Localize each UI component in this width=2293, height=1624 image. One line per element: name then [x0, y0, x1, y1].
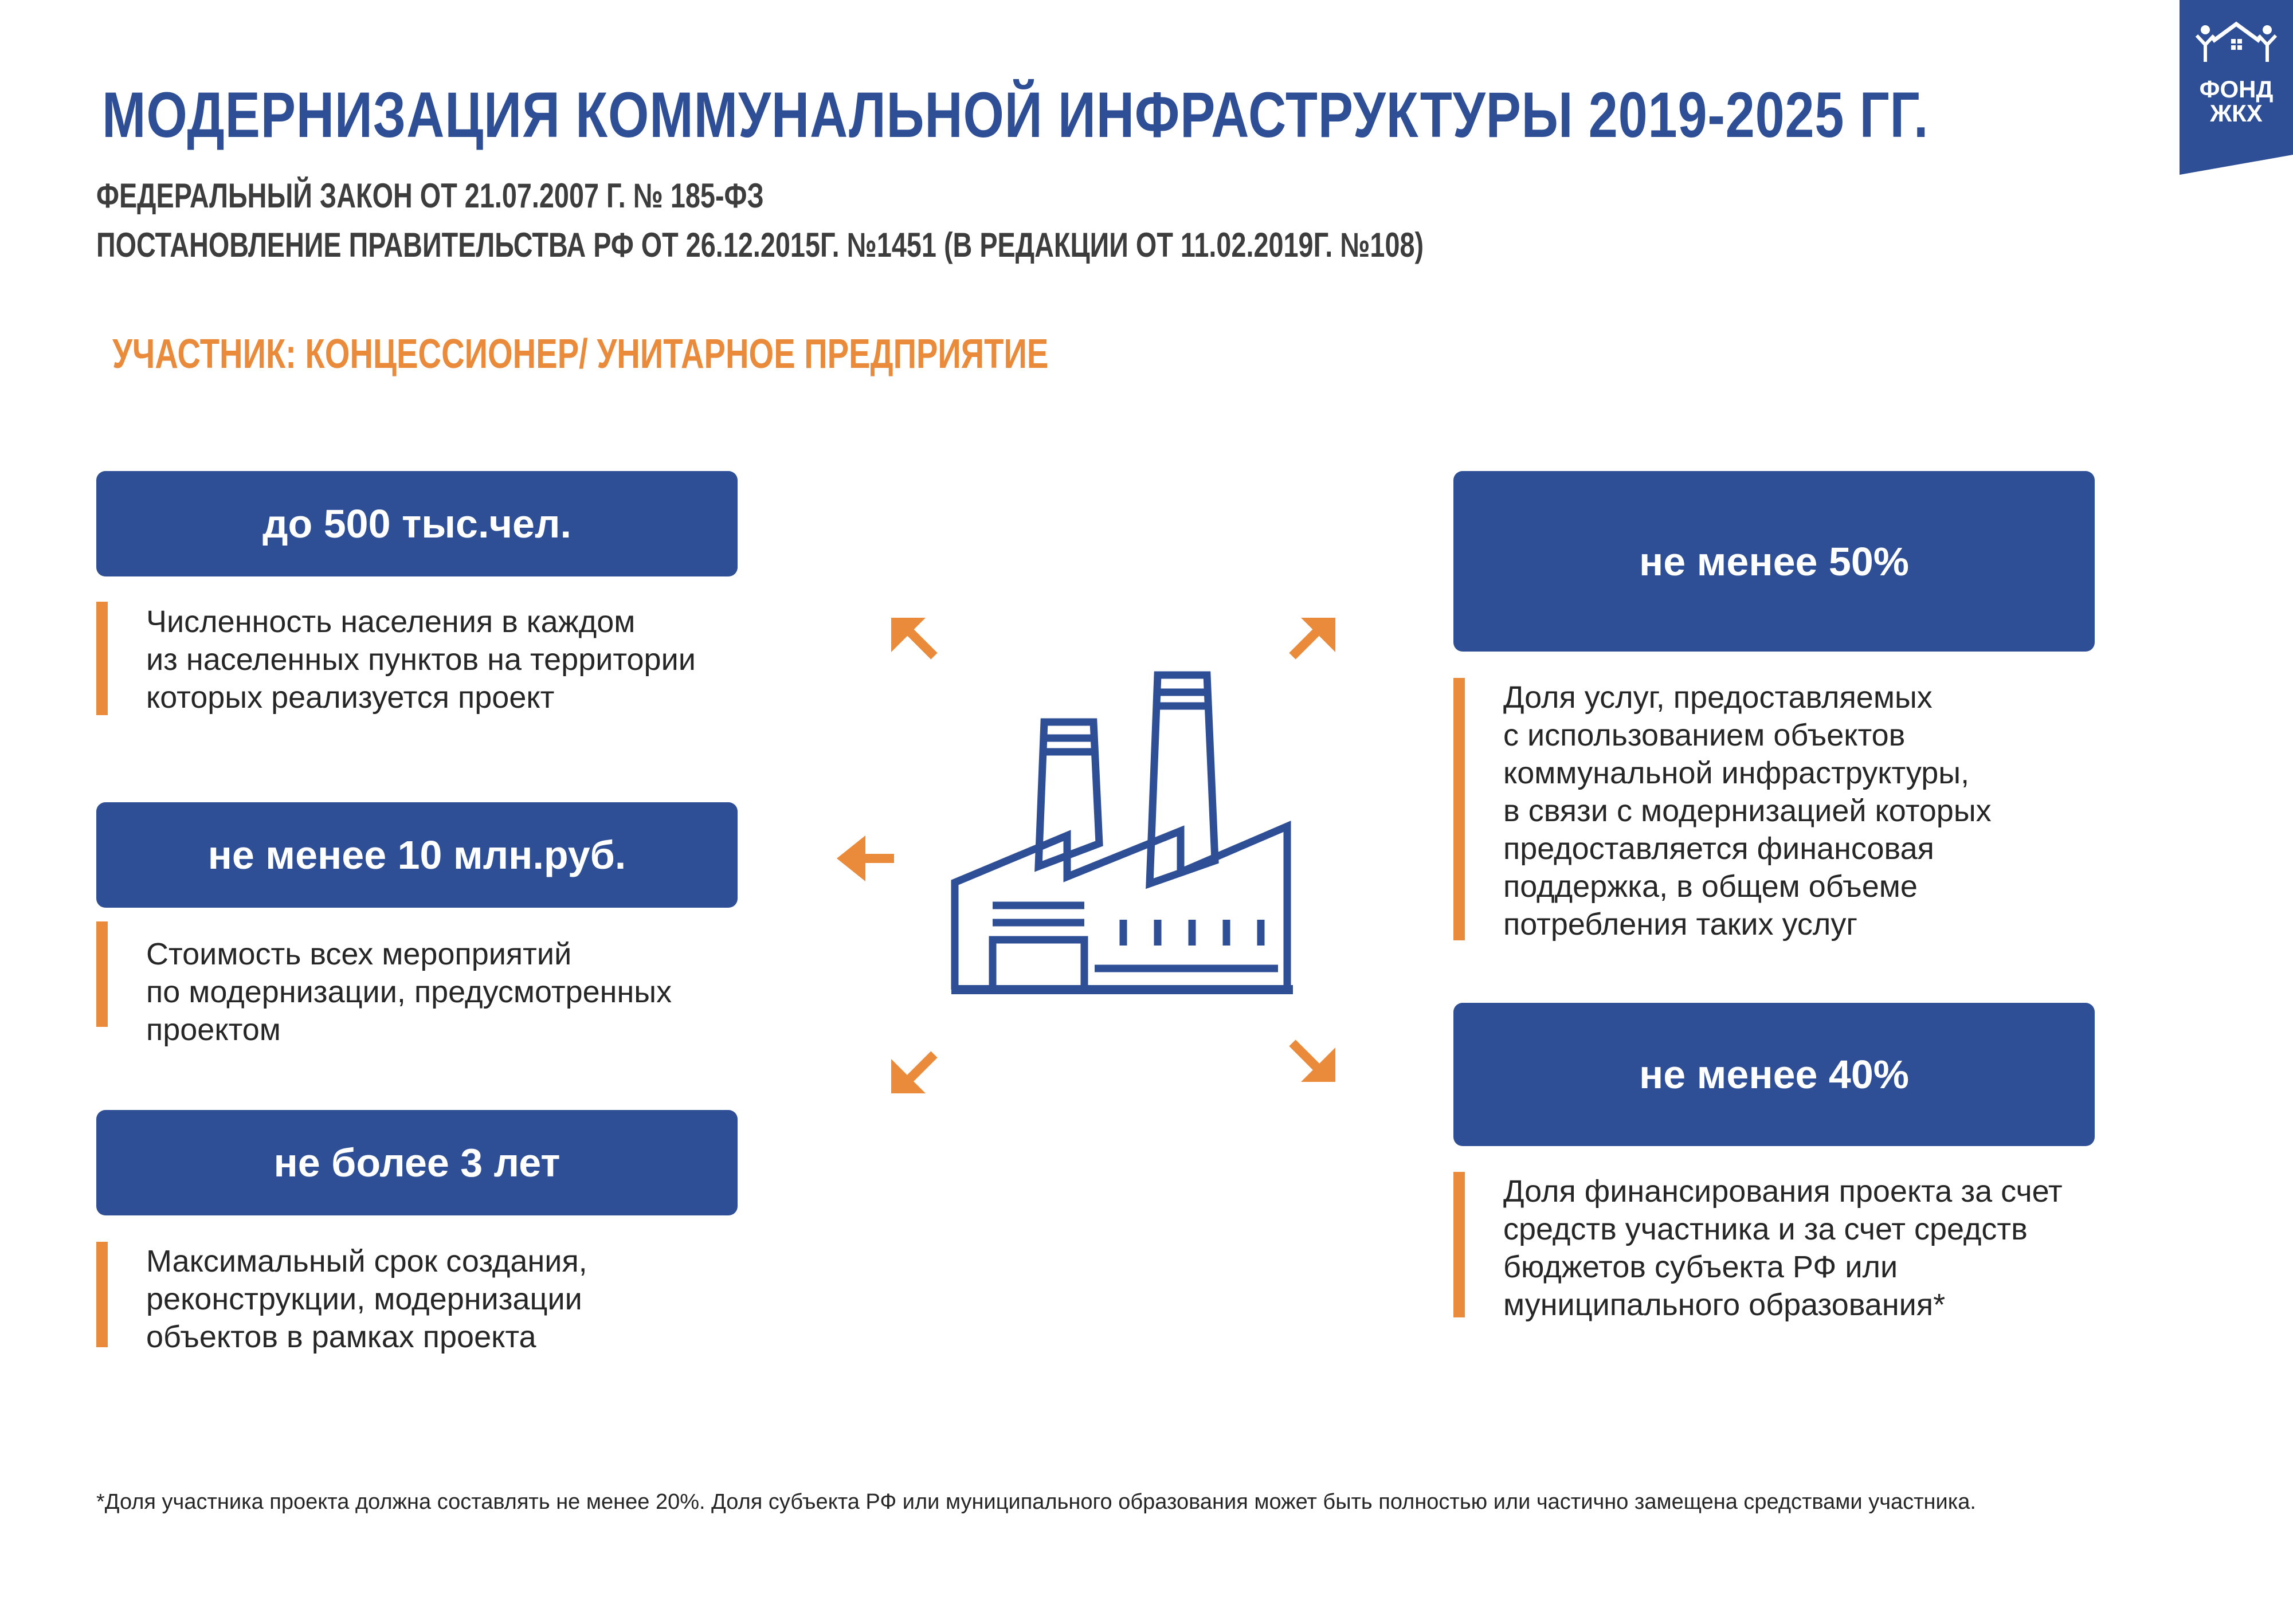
- arrow-down-right-icon: [1292, 1043, 1335, 1082]
- description-line: которых реализуется проект: [146, 680, 555, 715]
- fond-zhkh-logo: [2180, 0, 2293, 175]
- card-cost-label: не менее 10 млн.руб.: [207, 833, 626, 877]
- arrow-up-left-icon: [891, 618, 934, 656]
- card-financing-share: [1453, 1003, 2095, 1146]
- description-line: предоставляется финансовая: [1503, 831, 1934, 866]
- accent-bar: [1453, 1172, 1465, 1317]
- participant-heading: УЧАСТНИК: КОНЦЕССИОНЕР/ УНИТАРНОЕ ПРЕДПРИЯТИЕ: [112, 331, 1049, 377]
- accent-bar: [96, 921, 108, 1027]
- accent-bar: [96, 602, 108, 715]
- description-line: Доля услуг, предоставляемых: [1503, 680, 1933, 715]
- card-financing-share-description: [1503, 1172, 2063, 1324]
- card-population-description: [146, 603, 696, 716]
- description-line: Численность населения в каждом: [146, 605, 636, 639]
- card-cost: [96, 802, 738, 908]
- description-line: бюджетов субъекта РФ или: [1503, 1250, 1898, 1284]
- description-line: по модернизации, предусмотренных: [146, 975, 672, 1009]
- logo-text-line2: ЖКХ: [2210, 100, 2263, 127]
- accent-bar: [96, 1242, 108, 1347]
- card-duration-label: не более 3 лет: [273, 1140, 560, 1185]
- card-duration-description: [146, 1242, 587, 1356]
- description-line: потребления таких услуг: [1503, 907, 1858, 942]
- description-line: реконструкции, модернизации: [146, 1282, 582, 1316]
- logo-badge-icon: [2180, 0, 2293, 175]
- accent-bar: [1453, 678, 1465, 940]
- card-services-share-description: [1503, 678, 1992, 943]
- description-line: Максимальный срок создания,: [146, 1244, 587, 1278]
- card-services-share: [1453, 471, 2095, 652]
- card-cost-description: [146, 935, 672, 1049]
- factory-diagram: [825, 602, 1353, 1106]
- logo-text-line1: ФОНД: [2199, 76, 2274, 103]
- page-title: МОДЕРНИЗАЦИЯ КОММУНАЛЬНОЙ ИНФРАСТРУКТУРЫ 2019-2025 ГГ.: [102, 79, 1929, 151]
- description-line: объектов в рамках проекта: [146, 1320, 536, 1354]
- description-line: из населенных пунктов на территории: [146, 642, 696, 677]
- arrow-down-left-icon: [891, 1054, 934, 1093]
- description-line: поддержка, в общем объеме: [1503, 869, 1918, 904]
- card-population: [96, 471, 738, 576]
- description-line: муниципального образования*: [1503, 1288, 1946, 1322]
- description-line: коммунальной инфраструктуры,: [1503, 756, 1970, 790]
- factory-icon: [951, 675, 1293, 990]
- description-line: в связи с модернизацией которых: [1503, 794, 1992, 828]
- description-line: проектом: [146, 1013, 281, 1047]
- description-line: с использованием объектов: [1503, 718, 1906, 752]
- arrow-left-icon: [837, 835, 894, 881]
- description-line: средств участника и за счет средств: [1503, 1212, 2028, 1246]
- law-line-1: ФЕДЕРАЛЬНЫЙ ЗАКОН ОТ 21.07.2007 Г. № 185-ФЗ: [96, 176, 764, 215]
- footnote: *Доля участника проекта должна составлять не менее 20%. Доля субъекта РФ или муниципального образования может быть полностью или частично замещена средствами участника.: [96, 1490, 1976, 1514]
- card-services-share-label: не менее 50%: [1639, 539, 1910, 584]
- card-financing-share-label: не менее 40%: [1639, 1052, 1910, 1097]
- law-line-2: ПОСТАНОВЛЕНИЕ ПРАВИТЕЛЬСТВА РФ ОТ 26.12.2015Г. №1451 (В РЕДАКЦИИ ОТ 11.02.2019Г. №108): [96, 226, 1424, 264]
- description-line: Стоимость всех мероприятий: [146, 937, 572, 971]
- arrow-up-right-icon: [1292, 618, 1335, 656]
- card-duration: [96, 1110, 738, 1215]
- card-population-label: до 500 тыс.чел.: [262, 501, 571, 546]
- description-line: Доля финансирования проекта за счет: [1503, 1174, 2063, 1209]
